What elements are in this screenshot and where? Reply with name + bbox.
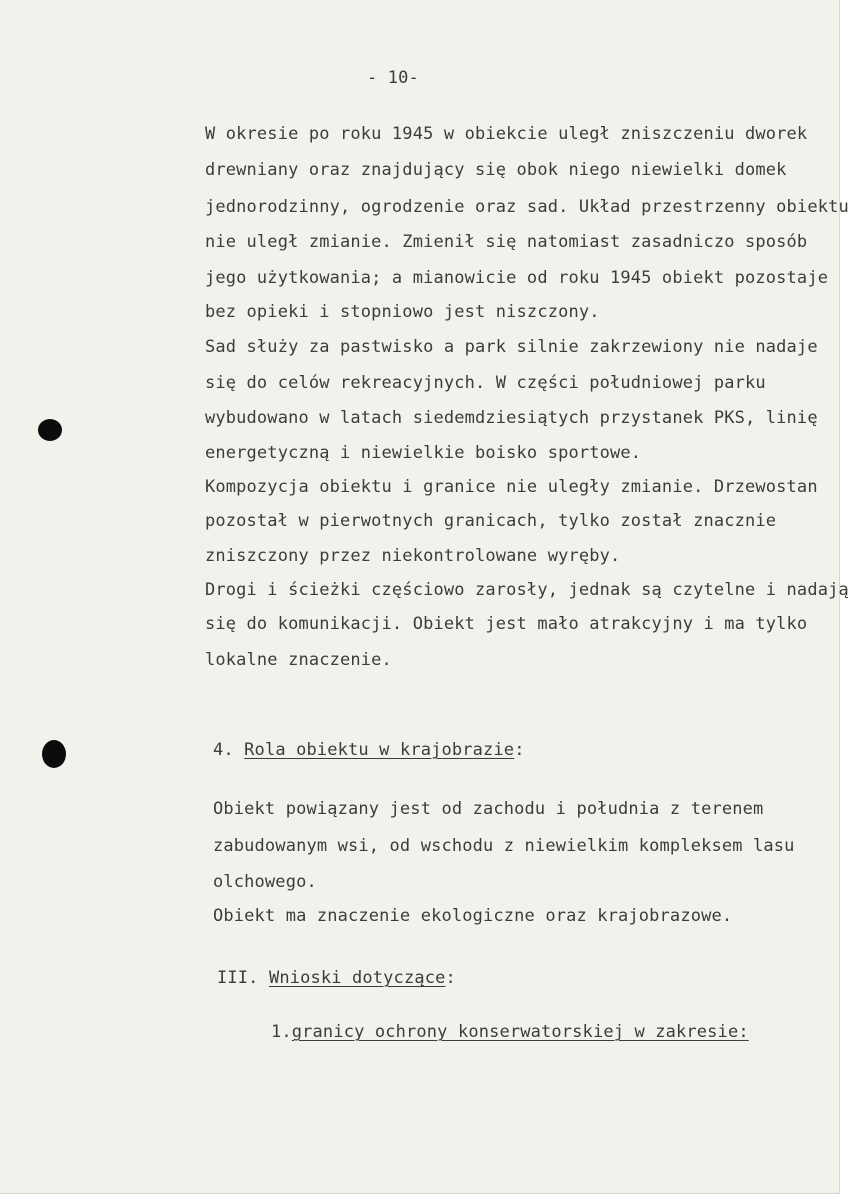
body-line: wybudowano w latach siedemdziesiątych przystanek PKS, linię — [205, 408, 818, 428]
body-line: nie uległ zmianie. Zmienił się natomiast zasadniczo sposób — [205, 232, 808, 252]
item-1-title: granicy ochrony konserwatorskiej w zakresie — [291, 1022, 739, 1042]
body-line: drewniany oraz znajdujący się obok niego niewielki domek — [205, 160, 787, 180]
body-line: Obiekt powiązany jest od zachodu i południa z terenem — [213, 799, 764, 819]
body-line: jednorodzinny, ogrodzenie oraz sad. Układ przestrzenny obiektu — [205, 197, 849, 217]
section-4-colon: : — [514, 740, 525, 760]
section-4-number: 4. — [213, 740, 234, 760]
item-1-number: 1. — [271, 1022, 292, 1042]
body-line: Drogi i ścieżki częściowo zarosły, jednak są czytelne i nadają — [205, 580, 849, 600]
body-line: Sad służy za pastwisko a park silnie zakrzewiony nie nadaje — [205, 337, 818, 357]
section-III-heading — [217, 968, 456, 988]
section-4-title: Rola obiektu w krajobrazie — [244, 740, 515, 760]
body-line: pozostał w pierwotnych granicach, tylko został znacznie — [205, 511, 777, 531]
body-line: się do celów rekreacyjnych. W części południowej parku — [205, 373, 766, 393]
body-line: zniszczony przez niekontrolowane wyręby. — [205, 546, 621, 566]
body-line: energetyczną i niewielkie boisko sportowe. — [205, 443, 642, 463]
body-line: jego użytkowania; a mianowicie od roku 1945 obiekt pozostaje — [205, 268, 829, 288]
body-line: bez opieki i stopniowo jest niszczony. — [205, 302, 600, 322]
body-line: lokalne znaczenie. — [205, 650, 392, 670]
body-line: zabudowanym wsi, od wschodu z niewielkim kompleksem lasu — [213, 836, 795, 856]
section-III-number: III. — [217, 968, 259, 988]
body-line: Kompozycja obiektu i granice nie uległy zmianie. Drzewostan — [205, 477, 818, 497]
item-1-heading — [271, 1022, 749, 1042]
body-line: Obiekt ma znaczenie ekologiczne oraz krajobrazowe. — [213, 906, 733, 926]
body-line: się do komunikacji. Obiekt jest mało atrakcyjny i ma tylko — [205, 614, 808, 634]
body-line: olchowego. — [213, 872, 317, 892]
page-number: - 10- — [367, 68, 419, 88]
section-III-colon: : — [445, 968, 456, 988]
binder-hole-top — [38, 419, 62, 441]
body-line: W okresie po roku 1945 w obiekcie uległ zniszczeniu dworek — [205, 124, 808, 144]
item-1-colon: : — [738, 1022, 749, 1042]
binder-hole-bottom — [42, 740, 66, 768]
section-4-heading — [213, 740, 525, 760]
section-III-title: Wnioski dotyczące — [268, 968, 446, 988]
